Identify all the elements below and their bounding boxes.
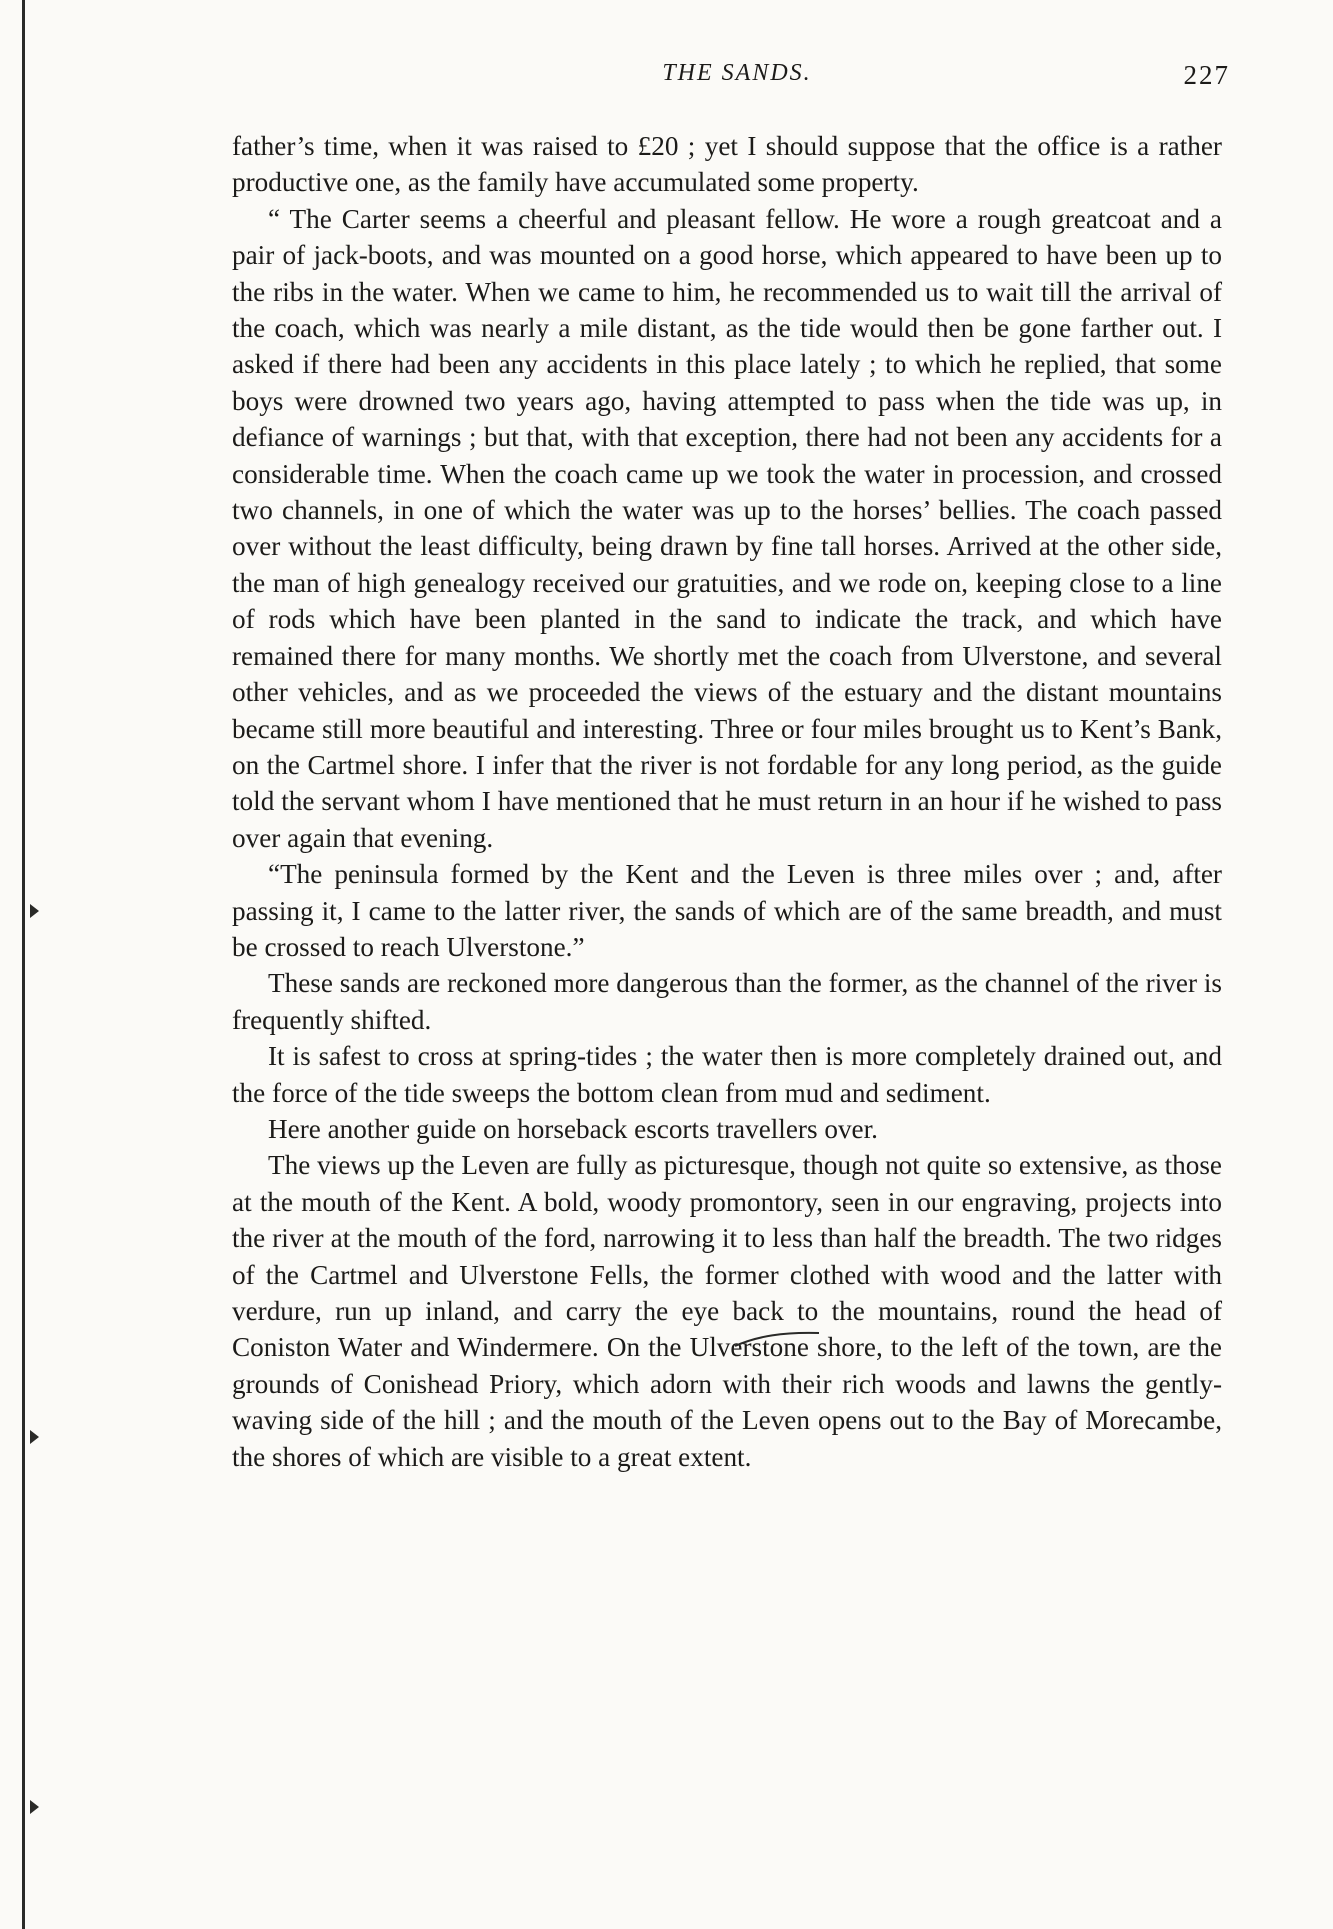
paragraph: “The peninsula formed by the Kent and the Leven is three miles over ; and, after passing it, I came to the latter river, the sands of which are of the same breadth, and must be crossed to reach Ulverstone.” [232,859,1222,962]
binding-mark [30,1430,39,1444]
binding-mark [30,1800,39,1814]
pen-stroke-mark [733,1330,823,1350]
page-header [232,60,1242,100]
paragraph: Here another guide on horseback escorts travellers over. [268,1113,878,1144]
binding-mark [30,904,39,918]
paragraph: These sands are reckoned more dangerous than the former, as the channel of the river is frequently shifted. [232,968,1222,1035]
paragraph: It is safest to cross at spring-tides ; the water then is more completely drained out, and the force of the tide sweeps the bottom clean from mud and sediment. [232,1041,1222,1108]
page-binding-edge [22,0,30,1929]
running-title: THE SANDS. [662,60,812,86]
paragraph: “ The Carter seems a cheerful and pleasant fellow. He wore a rough greatcoat and a pair of jack-boots, and was mounted on a good horse, which appeared to have been up to the ribs in the water. When we came to him, he recommended us to wait till the arrival of the coach, which was nearly a mile distant, as the tide would then be gone farther out. I asked if there had been any accidents in this place lately ; to which he replied, that some boys were drowned two years ago, having attempted to pass when the tide was up, in defiance of warnings ; but that, with that exception, there had not been any accidents for a considerable time. When the coach came up we took the water in procession, and crossed two channels, in one of which the water was up to the horses’ bellies. The coach passed over without the least difficulty, being drawn by fine tall horses. Arrived at the other side, the man of high genealogy received our gratuities, and we rode on, keeping close to a line of rods which have been planted in the sand to indicate the track, and which have remained there for many months. We shortly met the coach from Ulverstone, and several other vehicles, and as we proceeded the views of the estuary and the distant mountains became still more beautiful and interesting. Three or four miles brought us to Kent’s Bank, on the Cartmel shore. I infer that the river is not fordable for any long period, as the guide told the servant whom I have mentioned that he must return in an hour if he wished to pass over again that evening. [232,203,1222,853]
paragraph: father’s time, when it was raised to £20 ; yet I should suppose that the office is a rather productive one, as the family have accumulated some property. [232,131,1222,198]
body-text [232,128,1222,1475]
page-number: 227 [1183,60,1230,90]
paragraph: The views up the Leven are fully as picturesque, though not quite so extensive, as those at the mouth of the Kent. A bold, woody promontory, seen in our engraving, projects into the river at the mouth of the ford, narrowing it to less than half the breadth. The two ridges of the Cartmel and Ulverstone Fells, the former clothed with wood and the latter with verdure, run up inland, and carry the eye back to the mountains, round the head of Coniston Water and Windermere. On the Ulverstone shore, to the left of the town, are the grounds of Conishead Priory, which adorn with their rich woods and lawns the gently-waving side of the hill ; and the mouth of the Leven opens out to the Bay of Morecambe, the shores of which are visible to a great extent. [232,1150,1222,1472]
